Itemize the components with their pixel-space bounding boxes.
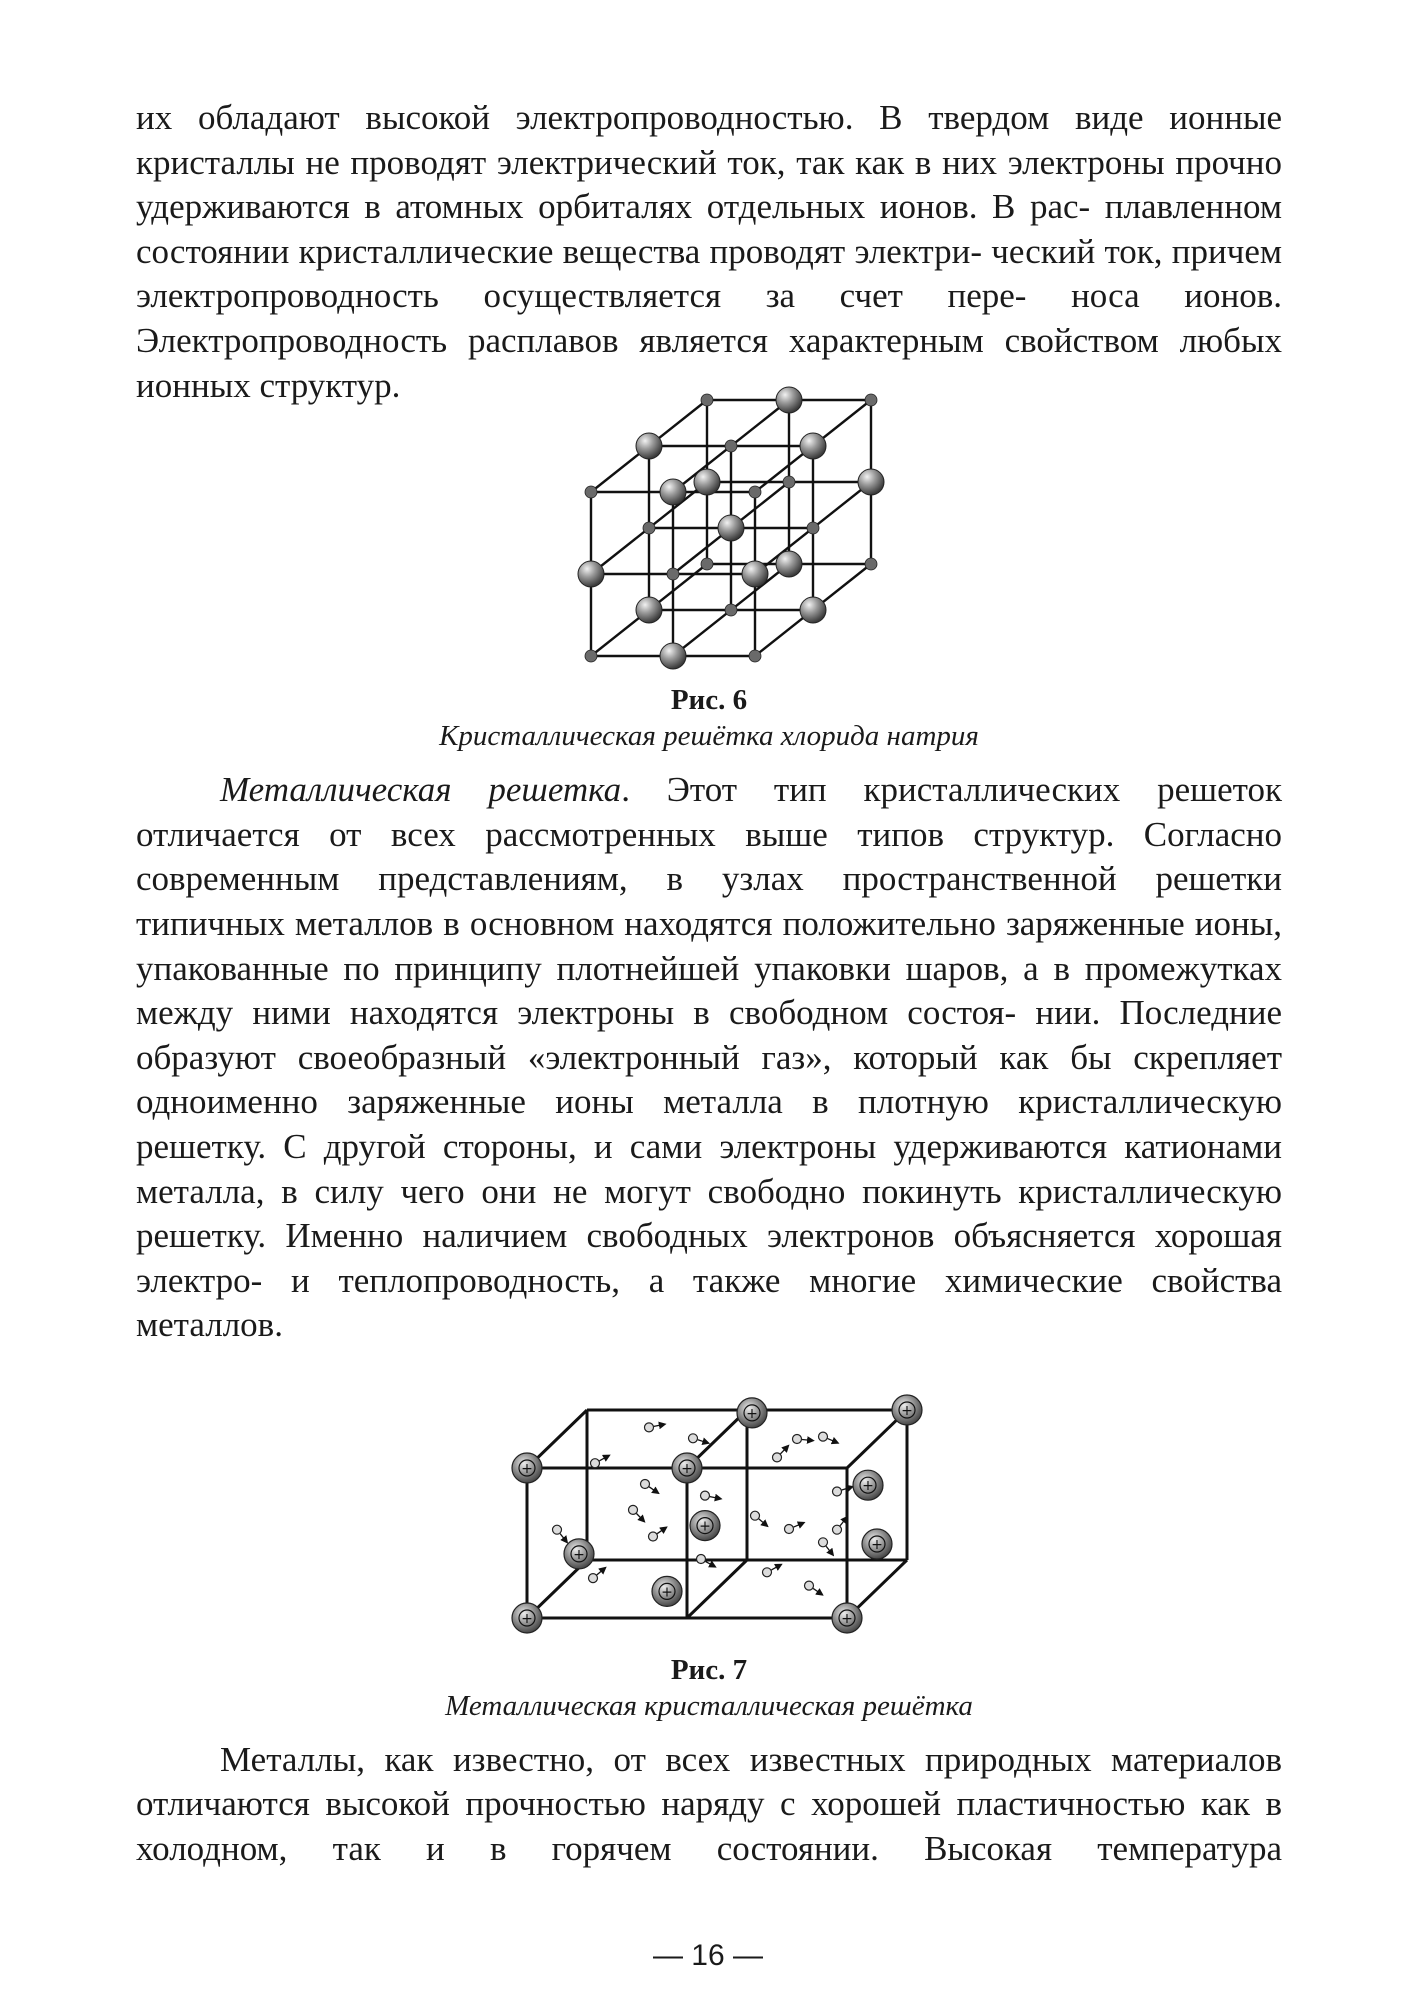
free-electron	[689, 1434, 707, 1443]
metal-cation	[862, 1529, 892, 1559]
chloride-ion-sphere	[636, 433, 662, 459]
free-electron	[763, 1565, 780, 1576]
free-electron	[751, 1511, 766, 1525]
metal-cation	[832, 1603, 862, 1633]
figure-6-title: Рис. 6	[670, 684, 748, 717]
metal-cation	[737, 1398, 767, 1428]
cation-charge-label: +	[901, 1402, 913, 1419]
sodium-ion-sphere	[749, 650, 761, 662]
free-electron	[641, 1479, 657, 1491]
free-electron	[819, 1538, 832, 1553]
chloride-ion-sphere	[800, 433, 826, 459]
free-electron	[591, 1456, 608, 1467]
chloride-ion-sphere	[800, 597, 826, 623]
chloride-ion-sphere	[660, 643, 686, 669]
free-electron	[701, 1491, 719, 1500]
figure-7-caption: Металлическая кристаллическая решётка	[445, 1689, 973, 1722]
free-electron	[649, 1528, 665, 1540]
free-electron	[833, 1519, 846, 1534]
cation-charge-label: +	[871, 1536, 883, 1553]
metal-cation	[672, 1453, 702, 1483]
chloride-ion-sphere	[694, 469, 720, 495]
chloride-ion-sphere	[776, 387, 802, 413]
cation-charge-label: +	[841, 1610, 853, 1627]
free-electron	[793, 1434, 811, 1443]
sodium-ion-sphere	[585, 486, 597, 498]
page-number: — 16 —	[652, 1939, 764, 1972]
chloride-ion-sphere	[858, 469, 884, 495]
cation-charge-label: +	[661, 1584, 673, 1601]
metal-cation	[892, 1395, 922, 1425]
sodium-ion-sphere	[701, 558, 713, 570]
free-electron	[819, 1432, 836, 1442]
paragraph-ionic-conductivity: их обладают высокой электропроводностью. В твердом виде ионные кристаллы не проводят электрический ток, так как в них электроны прочно удерживаются в атомных орбиталях отдельных ионов. В рас- плавленном состоянии кристаллические вещества проводят электри- ческий ток, причем электропроводность осуществляется за счет пере- носа ионов. Электропроводность расплавов является характерным свойством любых ионных структур.	[136, 98, 1283, 405]
figure-7-title: Рис. 7	[670, 1653, 748, 1686]
chloride-ion-sphere	[742, 561, 768, 587]
chloride-ion-sphere	[636, 597, 662, 623]
metallic-lattice-illustration	[509, 1378, 913, 1648]
cation-charge-label: +	[699, 1518, 711, 1535]
paragraph-metallic-lattice: Металлическая решетка. Этот тип кристаллических решеток отличается от всех рассмотренных выше типов структур. Согласно современным представлениям, в узлах пространственной решетки типичных металлов в основном находятся положительно заряженные ионы, упакованные по принципу плотнейшей упаковки шаров, а в промежутках между ними находятся электроны в свободном состоя- нии. Последние образуют своеобразный «электронный газ», который как бы скрепляет одноименно заряженные ионы металла в плотную кристаллическую решетку. С другой стороны, и сами электроны удерживаются катионами металла, в силу чего они не могут свободно покинуть кристаллическую решетку. Именно наличием свободных электронов объясняется хорошая электро- и теплопроводность, а также многие химические свойства металлов.	[136, 770, 1283, 1345]
sodium-ion-sphere	[807, 522, 819, 534]
free-electron	[773, 1447, 787, 1462]
cation-charge-label: +	[681, 1460, 693, 1477]
figure-6	[136, 434, 1282, 754]
free-electron	[629, 1505, 643, 1520]
free-electron	[589, 1569, 604, 1583]
nacl-lattice-illustration	[569, 434, 849, 674]
cation-charge-label: +	[746, 1405, 758, 1422]
lattice-edge	[687, 1560, 747, 1618]
sodium-ion-sphere	[667, 568, 679, 580]
sodium-ion-sphere	[701, 394, 713, 406]
chloride-ion-sphere	[578, 561, 604, 587]
cation-charge-label: +	[573, 1546, 585, 1563]
figure-7	[136, 1378, 1282, 1724]
sodium-ion-sphere	[725, 604, 737, 616]
page-content	[136, 96, 1282, 1872]
free-electron	[785, 1523, 802, 1533]
sodium-ion-sphere	[725, 440, 737, 452]
free-electron	[645, 1423, 663, 1432]
metal-cation	[512, 1603, 542, 1633]
chloride-ion-sphere	[660, 479, 686, 505]
figure-6-caption: Кристаллическая решётка хлорида натрия	[439, 720, 979, 753]
sodium-ion-sphere	[783, 476, 795, 488]
metal-cation	[652, 1576, 682, 1606]
cation-charge-label: +	[521, 1610, 533, 1627]
term-metallic-lattice: Металлическая решетка	[220, 770, 622, 810]
paragraph-metals-strength: Металлы, как известно, от всех известных природных материалов отличаются высокой прочностью наряду с хорошей пластичностью как в холодном, так и в горячем состоянии. Высокая температура	[136, 1739, 1283, 1869]
sodium-ion-sphere	[865, 558, 877, 570]
chloride-ion-sphere	[776, 551, 802, 577]
sodium-ion-sphere	[585, 650, 597, 662]
sodium-ion-sphere	[749, 486, 761, 498]
metal-cation	[512, 1453, 542, 1483]
sodium-ion-sphere	[643, 522, 655, 534]
cation-charge-label: +	[862, 1478, 874, 1495]
chloride-ion-sphere	[718, 515, 744, 541]
free-electron	[805, 1581, 821, 1593]
metal-cation	[564, 1539, 594, 1569]
sodium-ion-sphere	[865, 394, 877, 406]
metal-cation	[853, 1470, 883, 1500]
free-electron	[553, 1525, 566, 1540]
cation-charge-label: +	[521, 1460, 533, 1477]
metal-cation	[690, 1510, 720, 1540]
